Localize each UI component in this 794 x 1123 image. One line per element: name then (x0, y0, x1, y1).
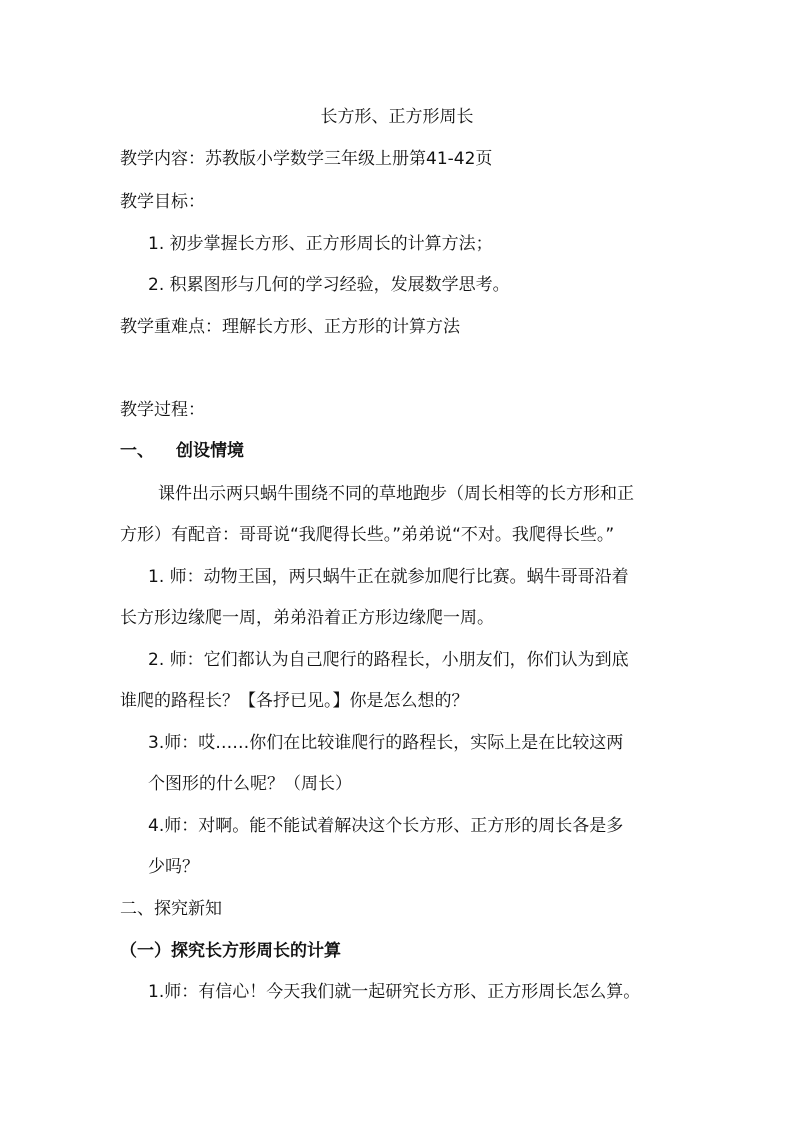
step-5: 1.师：有信心！今天我们就一起研究长方形、正方形周长怎么算。 (148, 982, 641, 1002)
section-1-title: 创设情境 (176, 441, 244, 461)
step-1-line-2: 长方形边缘爬一周，弟弟沿着正方形边缘爬一周。 (120, 608, 494, 628)
step-2-line-1: 2. 师：它们都认为自己爬行的路程长，小朋友们，你们认为到底 (148, 650, 629, 670)
section-2-heading: 二、探究新知 (120, 899, 222, 919)
paragraph-1-line-1: 课件出示两只蜗牛围绕不同的草地跑步（周长相等的长方形和正 (158, 484, 634, 504)
objective-2: 2. 积累图形与几何的学习经验，发展数学思考。 (148, 275, 510, 295)
step-1-line-1: 1. 师：动物王国，两只蜗牛正在就参加爬行比赛。蜗牛哥哥沿着 (148, 567, 629, 587)
process-label: 教学过程： (120, 400, 205, 420)
paragraph-1-line-2: 方形）有配音：哥哥说“我爬得长些。”弟弟说“不对。我爬得长些。” (120, 525, 615, 545)
section-1-number: 一、 (120, 441, 154, 461)
step-4-line-2: 少吗？ (148, 857, 199, 877)
key-points: 教学重难点：理解长方形、正方形的计算方法 (120, 317, 460, 337)
objective-1: 1. 初步掌握长方形、正方形周长的计算方法； (148, 234, 493, 254)
document-title: 长方形、正方形周长 (320, 107, 474, 127)
subsection-1-heading: （一）探究长方形周长的计算 (120, 941, 341, 961)
objectives-label: 教学目标： (120, 192, 205, 212)
step-2-line-2: 谁爬的路程长？【各抒已见。】你是怎么想的？ (120, 691, 469, 711)
teaching-content: 教学内容：苏教版小学数学三年级上册第41-42页 (120, 149, 493, 169)
step-3-line-1: 3.师：哎……你们在比较谁爬行的路程长，实际上是在比较这两 (148, 733, 624, 753)
step-3-line-2: 个图形的什么呢？（周长） (148, 774, 352, 794)
step-4-line-1: 4.师：对啊。能不能试着解决这个长方形、正方形的周长各是多 (148, 816, 624, 836)
